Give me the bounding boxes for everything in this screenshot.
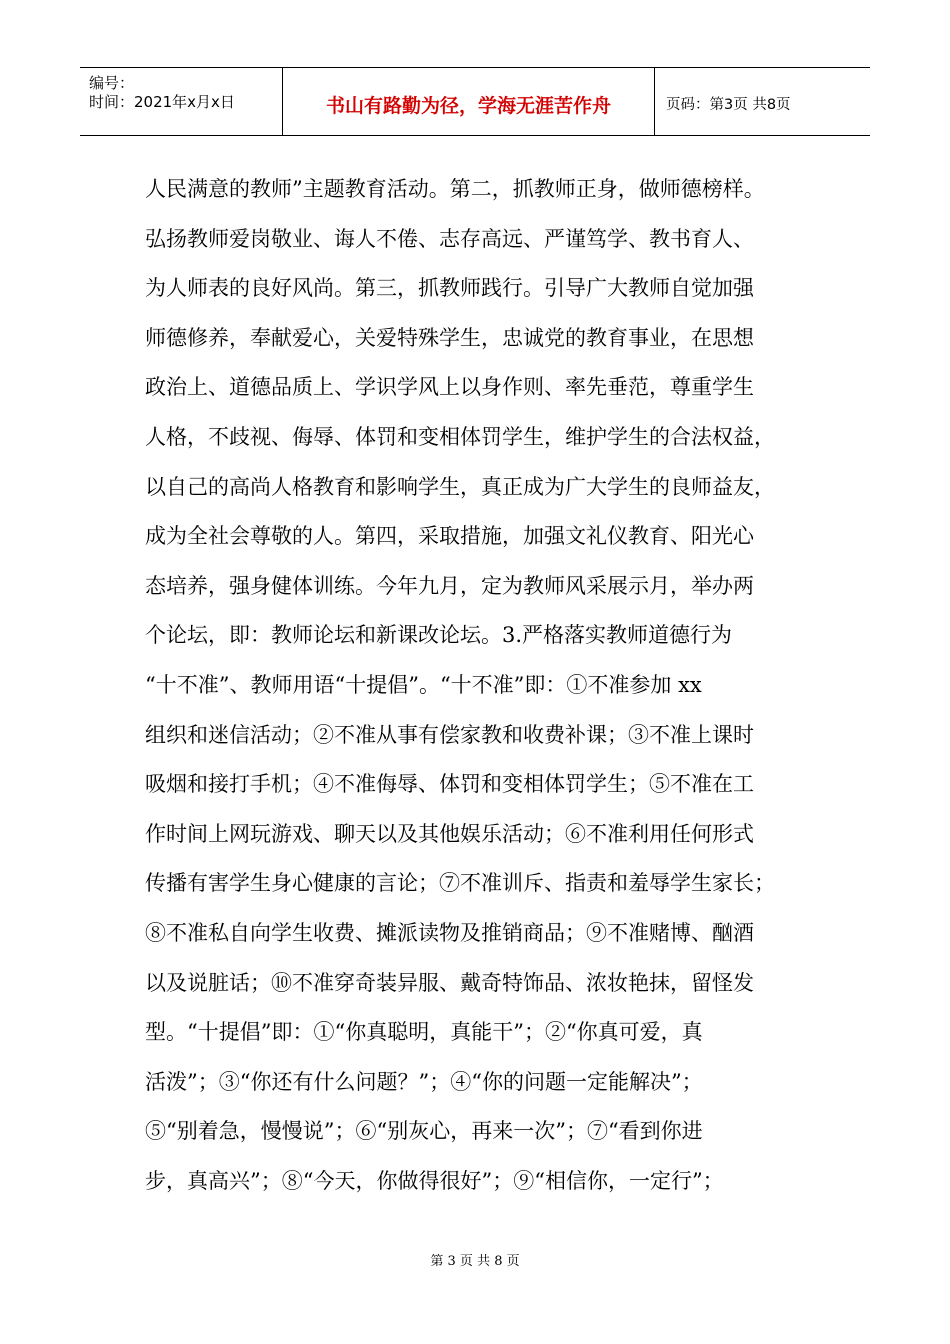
document-date-label: 时间：2021年x月x日 xyxy=(89,93,235,111)
body-line: ⑧不准私自向学生收费、摊派读物及推销商品；⑨不准赌博、酗酒 xyxy=(145,920,754,945)
body-line: 师德修养，奉献爱心，关爱特殊学生，忠诚党的教育事业，在思想 xyxy=(145,325,754,350)
body-line: “十不准”、教师用语“十提倡”。“十不准”即：①不准参加 xx xyxy=(145,672,702,697)
document-header xyxy=(80,67,870,136)
header-page-cell xyxy=(655,68,870,135)
header-motto: 书山有路勤为径，学海无涯苦作舟 xyxy=(325,95,611,117)
body-line: 传播有害学生身心健康的言论；⑦不准训斥、指责和羞辱学生家长； xyxy=(145,871,775,896)
body-line: 步，真高兴”；⑧“今天，你做得很好”；⑨“相信你，一定行”； xyxy=(145,1168,724,1193)
body-line: ⑤“别着急，慢慢说”；⑥“别灰心，再来一次”；⑦“看到你进 xyxy=(145,1119,703,1144)
header-motto-cell xyxy=(283,68,655,135)
body-line: 为人师表的良好风尚。第三，抓教师践行。引导广大教师自觉加强 xyxy=(145,276,754,301)
header-info-cell xyxy=(80,68,283,135)
body-line: 人民满意的教师”主题教育活动。第二，抓教师正身，做师德榜样。 xyxy=(145,177,765,201)
body-line: 个论坛，即：教师论坛和新课改论坛。3.严格落实教师道德行为 xyxy=(145,623,733,648)
body-line: 弘扬教师爱岗敬业、诲人不倦、志存高远、严谨笃学、教书育人、 xyxy=(145,226,754,251)
body-line: 组织和迷信活动；②不准从事有偿家教和收费补课；③不准上课时 xyxy=(145,722,754,747)
body-line: 型。“十提倡”即：①“你真聪明，真能干”；②“你真可爱，真 xyxy=(145,1020,703,1045)
body-line: 以及说脏话；⑩不准穿奇装异服、戴奇特饰品、浓妆艳抹，留怪发 xyxy=(145,970,754,995)
body-line: 态培养，强身健体训练。今年九月，定为教师风采展示月，举办两 xyxy=(145,573,754,598)
body-text xyxy=(145,165,825,1206)
body-line: 活泼”；③“你还有什么问题？”；④“你的问题一定能解决”； xyxy=(145,1069,703,1094)
body-line: 以自己的高尚人格教育和影响学生，真正成为广大学生的良师益友， xyxy=(145,474,775,499)
page-footer: 第 3 页 共 8 页 xyxy=(430,1254,520,1269)
header-page-code: 页码：第3页 共8页 xyxy=(666,97,791,113)
body-line: 成为全社会尊敬的人。第四，采取措施，加强文礼仪教育、阳光心 xyxy=(145,524,754,549)
body-line: 政治上、道德品质上、学识学风上以身作则、率先垂范，尊重学生 xyxy=(145,375,754,400)
document-number-label: 编号： xyxy=(89,74,135,92)
body-line: 人格，不歧视、侮辱、体罚和变相体罚学生，维护学生的合法权益， xyxy=(145,424,775,449)
body-line: 作时间上网玩游戏、聊天以及其他娱乐活动；⑥不准利用任何形式 xyxy=(145,821,754,846)
body-line: 吸烟和接打手机；④不准侮辱、体罚和变相体罚学生；⑤不准在工 xyxy=(145,772,754,797)
